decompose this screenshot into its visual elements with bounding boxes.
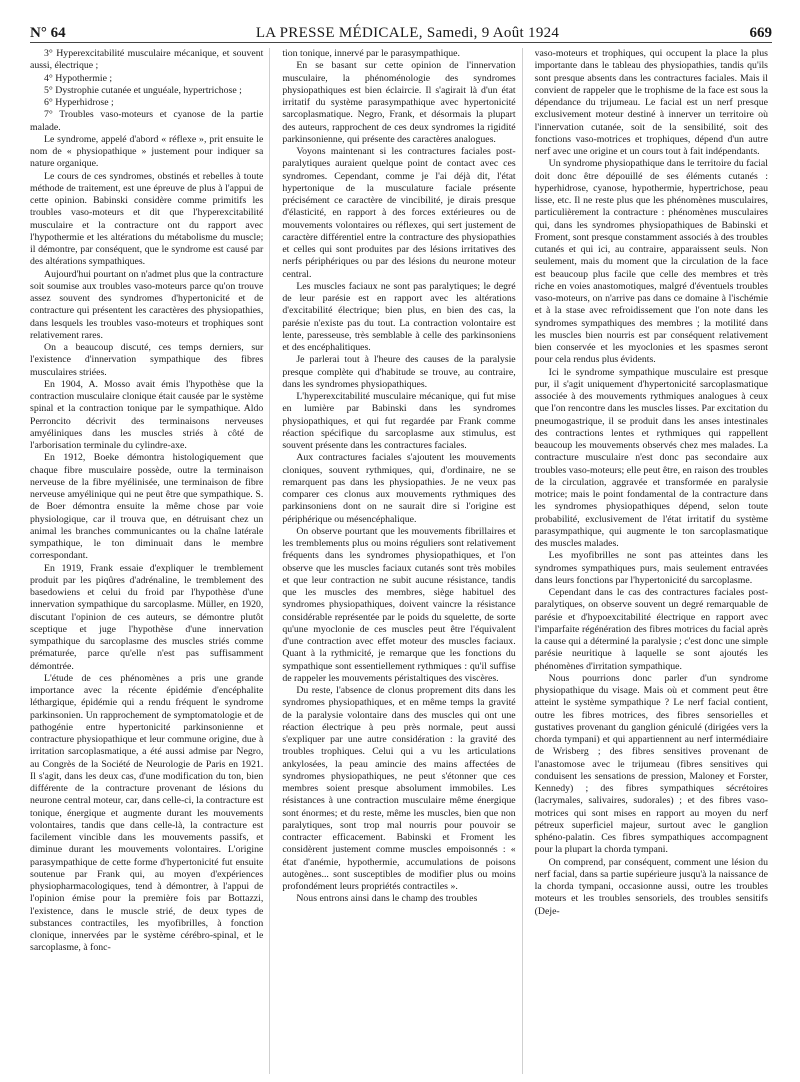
paragraph: 7° Troubles vaso-moteurs et cyanose de la partie malade. [30,109,264,133]
paragraph: 3° Hyperexcitabilité musculaire mécanique, et souvent aussi, électrique ; [30,48,264,72]
paragraph: En 1904, A. Mosso avait émis l'hypothèse que la contraction musculaire clonique était causée par le système spinal et la contraction tonique par le sympathique. Aldo Perroncito décrivit des terminaisons nerveuses amyéliniques dans les muscles striés à côté de l'arborisation terminale du cylindre-axe. [30,378,264,451]
paragraph: Du reste, l'absence de clonus proprement dits dans les syndromes physiopathiques, et en même temps la gravité de la paralysie volontaire dans des muscles qui ont une réaction électrique à peu près normale, peut aussi s'expliquer par une autre considération : la gravité des troubles trophiques. Celui qui a vu les articulations ankylosées, la peau amincie des mains affectées de syndromes physiopathiques, ne peut s'étonner que ces membres soient presque absolument immobiles. Les résistances à une contraction musculaire même énergique sont énormes; et du reste, même les muscles, bien que non paralytiques, sont trop mal nourris pour pouvoir se contracter efficacement. Babinski et Froment les considèrent justement comme muscles empoisonnés : « état d'anémie, hypothermie, accumulations de poisons autogènes... sont susceptibles de modifier plus ou moins profondément leurs propriétés contractiles ». [282,685,516,892]
column-middle [282,48,522,1074]
paragraph: En 1912, Boeke démontra histologiquement que chaque fibre musculaire possède, outre la terminaison nerveuse de la fibre myélinisée, une terminaison de fibre nerveuse amyélinique qui ne peut être que sympathique. S. de Boer démontra ensuite la même chose par voie physiologique, car il trouva que, en détruisant chez un animal les branches communicantes ou la chaîne latérale sympathique, le ton diminuait dans le membre correspondant. [30,452,264,562]
paragraph: Je parlerai tout à l'heure des causes de la paralysie presque complète qui d'habitude se trouve, au contraire, dans les syndromes physiopathiques. [282,354,516,390]
paragraph: En se basant sur cette opinion de l'innervation musculaire, la phénoménologie des syndromes physiopathiques est bien éclaircie. Il s'agirait là d'un état irritatif du système parasympathique avec hypertonicité sarcoplasmatique. Negro, Frank, et désormais la plupart des auteurs, rapprochent de ces deux syndromes la rigidité parkinsonienne, qui présente des caractères analogues. [282,60,516,145]
journal-title: LA PRESSE MÉDICALE, Samedi, 9 Août 1924 [255,25,560,41]
paragraph: Le cours de ces syndromes, obstinés et rebelles à toute méthode de traitement, est une épreuve de plus à l'appui de cette opinion. Babinski considère comme primitifs les troubles vaso-moteurs et dit que l'hyperexcitabilité musculaire et la contracture ont du rapport avec l'hypothermie et les altérations du métabolisme du muscle; il démontre, par conséquent, que le syndrome est causé par des altérations sympathiques. [30,170,264,268]
paragraph: 4° Hypothermie ; [44,72,113,84]
paragraph: Les muscles faciaux ne sont pas paralytiques; le degré de leur parésie est en rapport avec les altérations d'excitabilité électrique; bien plus, en bien des cas, la parésie n'existe pas du tout. La contraction volontaire est lente, paresseuse, très semblable à celle des parkinsoniens et des encéphalitiques. [282,280,516,353]
paragraph: Nous pourrions donc parler d'un syndrome physiopathique du visage. Mais où et comment peut être atteint le système sympathique ? Le nerf facial contient, outre les fibres motrices, des fibres sensorielles et gustatives provenant du ganglion géniculé (dirigées vers la chorda tympani) et qui appartiennent au nerf intermédiaire de Wrisberg ; des fibres sensitives provenant de l'anastomose avec le trijumeau (fibres sensitives qui conduisent les sensations de pression, Maloney et Forster, Kennedy) ; des fibres sympathiques sécrétoires (lacrymales, salivaires, sudorales) ; et des fibres vaso-motrices qui sont mises en rapport au moyen du nerf pétreux superficiel majeur, surtout avec le ganglion sphéno-palatin. Ces fibres sympathiques accompagnent pour la plupart la chorda tympani. [534,672,768,856]
paragraph: Les myofibrilles ne sont pas atteintes dans les syndromes sympathiques purs, mais seulement entravées dans leurs fonctions par l'hypertonicité du sarcoplasme. [534,550,768,586]
paragraph: En 1919, Frank essaie d'expliquer le tremblement produit par les piqûres d'adrénaline, le tremblement des basedowiens et celui du froid par l'hypothèse d'une innervation sympathique du sarcoplasme. Müller, en 1920, discutant l'opinion de ces auteurs, se démontre plutôt sceptique et juge l'hypothèse d'une innervation sympathique du sarcoplasme des muscles striés comme prématurée, parce qu'elle n'est pas suffisamment démontrée. [30,562,264,672]
paragraph: On comprend, par conséquent, comment une lésion du nerf facial, dans sa partie supérieure jusqu'à la naissance de la chorda tympani, occasionne aussi, outre les troubles moteurs et les troubles sensoriels, des troubles sensitifs (Deje- [534,856,768,917]
paragraph: Aujourd'hui pourtant on n'admet plus que la contracture soit soumise aux troubles vaso-moteurs parce qu'on trouve assez souvent des syndromes d'hypertonicité et de contracture qui présentent les caractères des physiopathies, dans lesquels les troubles vaso-moteurs et trophiques sont relativement rares. [30,268,264,341]
paragraph: On observe pourtant que les mouvements fibrillaires et les tremblements plus ou moins réguliers sont relativement fréquents dans les syndromes physiopathiques, et l'on observe que les muscles faciaux cutanés sont très mobiles et que leur contraction ne subit aucune résistance, tandis que les muscles des membres, siège habituel des syndromes physiopathiques, doivent vaincre la résistance considérable représentée par le poids du squelette, de sorte qu'une myoclonie de ces muscles peut être l'équivalent d'une contraction avec effet moteur des muscles faciaux. Quant à la rythmicité, je remarque que les fonctions du sympathique sont essentiellement rythmiques : qu'il suffise de rappeler les mouvements péristaltiques des viscères. [282,525,516,684]
paragraph: Nous entrons ainsi dans le champ des troubles [296,893,478,905]
paragraph: tion tonique, innervé par le parasympathique. [282,48,460,59]
column-right [535,48,774,1074]
paragraph: L'étude de ces phénomènes a pris une grande importance avec la récente épidémie d'encéphalite léthargique, épidémie qui a rendu fréquent le syndrome parkinsonien. Un rapprochement de symptomatologie et de pathogénie entre hypertonicité parkinsonienne et contracture physiopathique et leur commune origine, due à irritation sarcoplasmatique, a été aussi admise par Negro, au Congrès de la Société de Neurologie de Paris en 1921. Il s'agit, dans les deux cas, d'une modification du ton, bien différente de la contracture provenant de lésions du neurone central moteur, car, dans celle-ci, la contracture est tonique, énergique et augmente durant les mouvements volontaires, tandis que dans celle-là, la contracture est facilement vincible dans les mouvements passifs, et diminue durant les mouvements volontaires. L'origine parasympathique de cette forme d'hypertonicité fut ensuite soutenue par Frank qui, au moyen d'expériences physiopharmacologiques, tend à démontrer, à l'appui de l'opinion émise pour la première fois par Bottazzi, l'existence, dans le muscle strié, de deux types de substances contractiles, les myofibrilles, à fonction clonique, innervées par le système cérébro-spinal, et le sarcoplasme, à fonc- [30,672,264,954]
column-left [30,48,270,1074]
page-number: 669 [749,25,772,41]
paragraph: Un syndrome physiopathique dans le territoire du facial doit donc être dépouillé de ses éléments cutanés : hyperhidrose, cyanose, hypothermie, hypertrichose, peau lisse, etc. Il ne reste plus que les phénomènes musculaires, particulièrement la contracture : phénomènes musculaires qui, dans les syndromes physiopathiques de Babinski et Froment, sont presque constamment associés à des troubles cutanés et qui ici, au contraire, apparaissent seuls. Non seulement, mais du moment que la circulation de la face est beaucoup plus facile que celle des membres et très riche en voies anastomotiques, malgré d'éventuels troubles vaso-moteurs, on n'arrive pas dans ce domaine à l'ischémie et à la stase avec refroidissement que l'on note dans les syndromes sympathiques des membres ; la motilité dans les muscles bien nourris est par conséquent relativement bien conservée et les myoclonies et les spasmes seront pour cela rendus plus évidents. [534,158,768,366]
paragraph: On a beaucoup discuté, ces temps derniers, sur l'existence d'innervation sympathique des fibres musculaires striées. [30,342,264,378]
paragraph: Aux contractures faciales s'ajoutent les mouvements cloniques, souvent rythmiques, qui, d'ordinaire, ne se remarquent pas dans les physiopathies. Je ne veux pas comparer ces clonus aux mouvements rythmiques des parkinsoniens dont on ne saurait dire si l'origine est périphérique ou mésencéphalique. [282,452,516,525]
paragraph: L'hyperexcitabilité musculaire mécanique, qui fut mise en lumière par Babinski dans les syndromes physiopathiques, et qui fut regardée par Frank comme réaction spécifique du sarcoplasme aux stimulus, est souvent présente dans les contractures faciales. [282,391,516,451]
paragraph: 6° Hyperhidrose ; [44,97,114,108]
issue-number: N° 64 [30,25,66,41]
page-header [30,18,772,43]
text-columns [30,48,774,1074]
paragraph: Ici le syndrome sympathique musculaire est presque pur, il s'agit uniquement d'hypertonicité sarcoplasmatique associée à des mouvements rythmiques analogues à ceux que l'on rencontre dans les muscles lisses. Par excitation du pneumogastrique, il se produit dans les anses intestinales des contractions lentes et rythmiques qui rappellent beaucoup les mouvements observés chez mes malades. La contracture musculaire n'est donc pas secondaire aux troubles vaso-moteurs; elle peut être, en raison des troubles de la circulation, aggravée et transformée en paralysie motrice; mais le point fondamental de la contracture dans les syndromes physiopathiques dépend, selon toute probabilité, exclusivement de l'état irritatif du système parasympathique, qui augmente le ton sarcoplasmatique des muscles malades. [534,366,768,549]
paragraph: Cependant dans le cas des contractures faciales post-paralytiques, on observe souvent un degré remarquable de parésie et d'hypoexcitabilité électrique en rapport avec l'imparfaite régénération des fibres motrices du facial après la cause qui a déterminé la paralysie ; c'est donc une simple parésie neuritique à laquelle se sont ajoutés les phénomènes d'irritation sympathique. [534,587,768,672]
paragraph: 5° Dystrophie cutanée et unguéale, hypertrichose ; [44,84,242,96]
paragraph: vaso-moteurs et trophiques, qui occupent la place la plus importante dans le tableau des physiopathies, tandis qu'ils sont presque absents dans les contractures faciales. Mais il convient de rappeler que le trophisme de la face est sous la dépendance du trijumeau. Le facial est un nerf presque exclusivement moteur destiné à innerver un territoire où l'innervation cutanée, soit de la sensibilité, soit des fonctions vaso-motrices et trophiques, dépend d'un autre nerf avec une origine et un cours tout à fait indépendants. [534,48,768,157]
paragraph: Le syndrome, appelé d'abord « réflexe », prit ensuite le nom de « physiopathique » justement pour indiquer sa nature organique. [30,133,264,170]
paragraph: Voyons maintenant si les contractures faciales post-paralytiques auraient quelque point de contact avec ces syndromes. Cependant, comme je l'ai déjà dit, l'état hypertonique de la musculature faciale présente précisément ce caractère de vincibilité, je dirais presque d'élasticité, en rapport à des forces extérieures ou de mouvements volontaires ou réflexes, qui sert justement de caractère différentiel entre la contracture des physiopathies et celles qui sont produites par des lésions irritatives des nerfs périphériques ou par des lésions du neurone moteur central. [282,146,516,280]
